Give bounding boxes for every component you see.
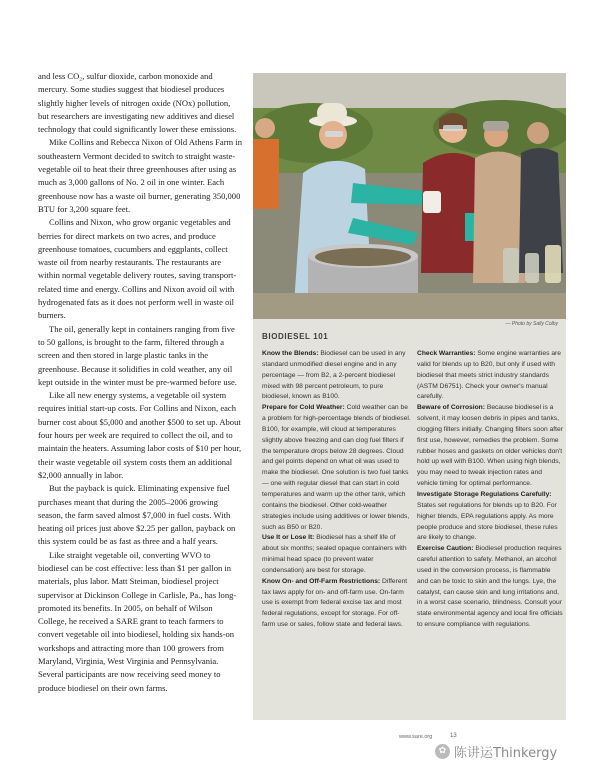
article-paragraph: and less CO₂, sulfur dioxide, carbon monoxide and mercury. Some studies suggest that biodiesel produces slightly higher levels of nitrogen oxide (NOx) pollution, but researchers are investigating new additives and diesel technology that could significantly lower these emissions.: [38, 71, 237, 135]
tip-heading: Exercise Caution:: [417, 545, 474, 553]
tip-item: [262, 403, 412, 533]
page-number: 13: [450, 733, 457, 739]
article-paragraph: Collins and Nixon, who grow organic vegetables and berries for direct markets on two acres, and produce greenhouse tomatoes, cucumbers and eggplants, collect waste oil from nearby restaurants. The restaurants are within normal vegetable delivery routes, saving transport-related time and energy. Collins and Nixon avoid oil with hydrogenated fats as it does not perform well in waste oil burners.: [38, 217, 237, 321]
tip-heading: Know the Blends:: [262, 350, 319, 357]
tip-item: [417, 544, 563, 631]
tip-heading: Know On- and Off-Farm Restrictions:: [262, 577, 381, 585]
watermark-text: 陈讲运Thinkergy: [454, 746, 558, 761]
photo-credit: — Photo by Sally Colby: [505, 321, 558, 327]
biodiesel-sidebar: [253, 73, 566, 720]
tip-body: Biodiesel production requires careful attention to safety. Methanol, an alcohol used in the conversion process, is flammable and can be toxic to skin and the lungs. Lye, the catalyst, can cause skin and lung irritations and, in a worst case scenario, blindness. Consult your state environmental agency and local fire officials to ensure compliance with regulations.: [417, 545, 563, 629]
tip-item: [262, 577, 412, 631]
tip-heading: Investigate Storage Regulations Carefully:: [417, 490, 552, 498]
tip-item: [417, 349, 563, 403]
tip-body: Some engine warranties are valid for blends up to B20, but only if used with biodiesel that meets strict industry standards (ASTM D6751). Check your owner's manual carefully.: [417, 350, 561, 401]
article-paragraph: The oil, generally kept in containers ranging from five to 50 gallons, is brought to the farm, filtered through a screen and then stored in large plastic tanks in the greenhouse. Because it solidifies in cold weather, any oil kept outside in the winter must be pre-warmed before use.: [38, 323, 237, 387]
tip-item: [262, 349, 412, 403]
footer-url: www.sare.org: [399, 734, 433, 740]
watermark: [435, 742, 557, 761]
tip-body: Different tax laws apply for on- and off-farm use. On-farm use is exempt from federal excise tax and most federal regulations, except for storage. For off-farm use or sales, follow state and federal laws.: [262, 577, 408, 629]
tip-item: [417, 490, 563, 544]
article-paragraph: Mike Collins and Rebecca Nixon of Old Athens Farm in southeastern Vermont decided to switch to straight waste-vegetable oil to heat their three greenhouses after using as much as 3,000 gallons of No. 2 oil in one winter. Each greenhouse now has a waste oil burner, generating 350,000 BTU for 3,200 square feet.: [38, 137, 242, 214]
tip-heading: Check Warranties:: [417, 350, 476, 357]
sidebar-column-left: [262, 349, 412, 631]
tip-body: Cold weather can be a problem for high-percentage blends of biodiesel. B100, for example, will cloud at temperatures slightly above freezing and can clog fuel filters if the temperature drops below 28 degrees. Cloud and gel points depend on what oil was used to make the biodiesel. One solution is two fuel tanks — one with regular diesel that can start in cold temperatures and warm up the other tank, which contains the biodiesel. Other cold-weather strategies include using additives or lower blends, such as B50 or B20.: [262, 404, 411, 531]
workshop-photo: [253, 73, 566, 319]
tip-heading: Use It or Lose It:: [262, 534, 315, 542]
tip-heading: Beware of Corrosion:: [417, 404, 485, 412]
article-paragraph: Like all new energy systems, a vegetable oil system requires initial start-up costs. For Collins and Nixon, each burner cost about $5,000 and another $500 to set up. About four hours per week are required to collect the oil, and to maintain the heaters. Assuming labor costs of $10 per hour, their waste vegetable oil system costs them an additional $2,000 annually in labor.: [38, 390, 242, 480]
tip-body: Biodiesel has a shelf life of about six months; sealed opaque containers with minimal head space (to prevent water condensation) are best for storage.: [262, 534, 407, 574]
tip-body: Biodiesel can be used in any standard unmodified diesel engine and in any percentage — from B2, a 2-percent biodiesel mixed with 98 percent petroleum, to pure biodiesel, known as B100.: [262, 350, 406, 401]
sidebar-title: BIODIESEL 101: [262, 332, 329, 341]
sidebar-column-right: [417, 349, 563, 631]
tip-body: Because biodiesel is a solvent, it may loosen debris in pipes and tanks, clogging filters initially. Changing filters soon after first use, however, remedies the problem. Some rubber hoses and gaskets on older vehicles don't hold up well with B100. When using high blends, you may need to tweak injection rates and vehicle timing for optimal performance.: [417, 404, 563, 488]
wechat-icon: ✿: [435, 744, 450, 759]
article-paragraph: Like straight vegetable oil, converting WVO to biodiesel can be cost effective: less than $1 per gallon in materials, plus labor. Matt Steiman, biodiesel project supervisor at Dickinson College in Carlisle, Pa., has long-promoted its benefits. In 2005, on behalf of Wilson College, he received a SARE grant to teach farmers to convert vegetable oil into biodiesel, holding six hands-on workshops and attracting more than 100 growers from Maryland, Virginia, West Virginia and Pennsylvania. Several participants are now receiving seed money to produce biodiesel on their own farms.: [38, 549, 237, 693]
article-body: [38, 70, 243, 695]
article-paragraph: But the payback is quick. Eliminating expensive fuel purchases meant that during the 2005–2006 growing season, the farm saved almost $7,000 in fuel costs. With heating oil prices just above $2.25 per gallon, payback on this system could be as fast as three and a half years.: [38, 483, 236, 547]
tip-body: States set regulations for blends up to B20. For higher blends, EPA regulations apply. As more people produce and store biodiesel, these rules are likely to change.: [417, 501, 558, 542]
tip-item: [262, 533, 412, 576]
tip-item: [417, 403, 563, 490]
tip-heading: Prepare for Cold Weather:: [262, 404, 345, 412]
